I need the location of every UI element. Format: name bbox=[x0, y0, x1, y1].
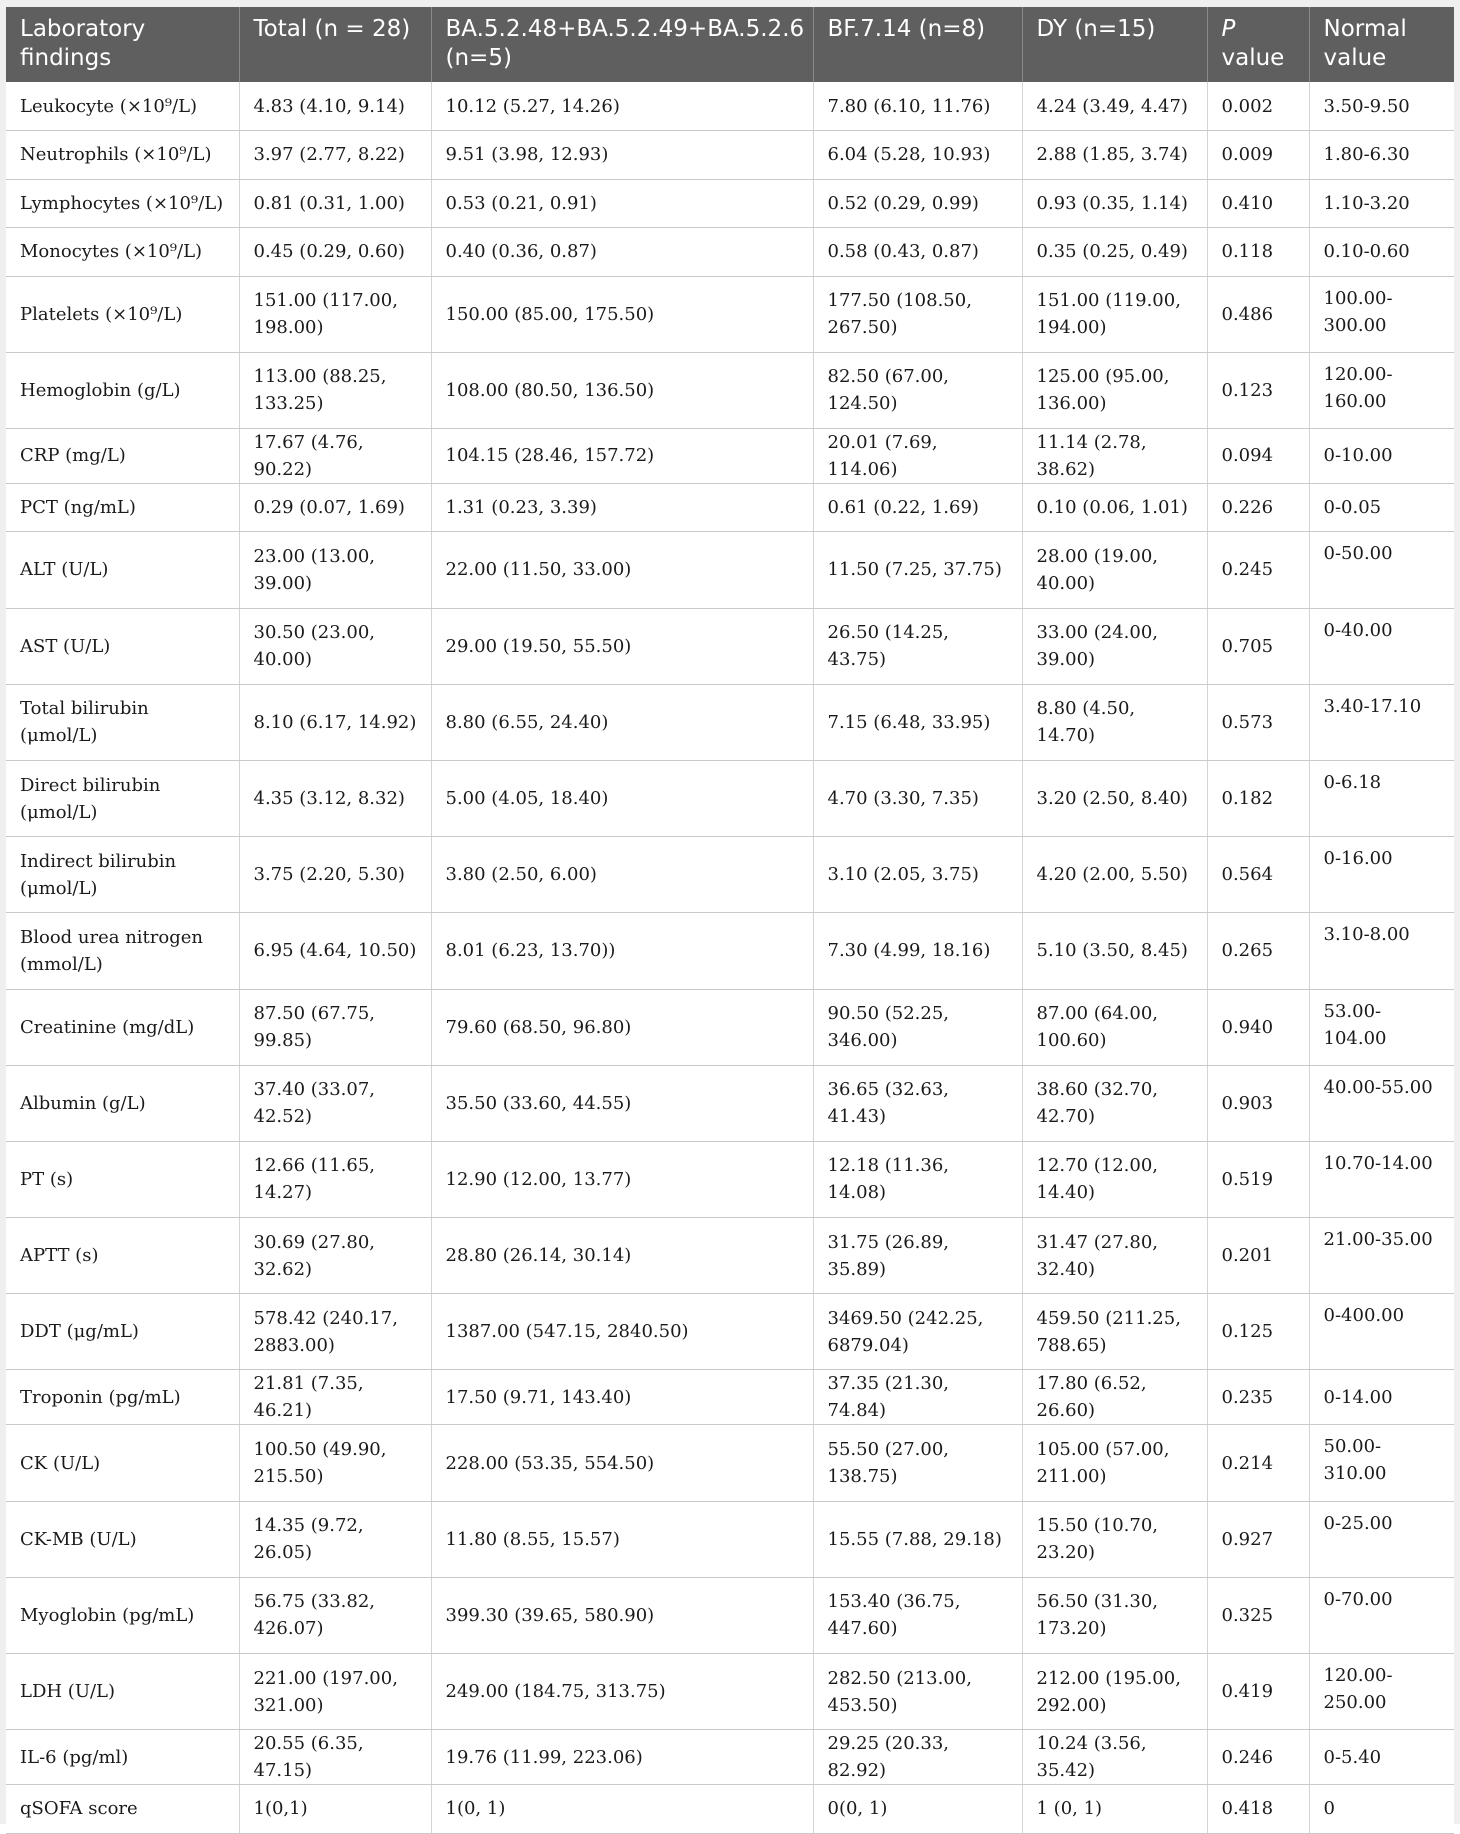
cell-normal-value: 0-14.00 bbox=[1309, 1370, 1454, 1425]
cell-normal-value: 100.00-300.00 bbox=[1309, 276, 1454, 352]
table-header-row bbox=[6, 7, 1454, 82]
cell-total: 87.50 (67.75, 99.85) bbox=[239, 989, 431, 1065]
cell-finding: ALT (U/L) bbox=[6, 532, 239, 608]
table-row bbox=[6, 483, 1454, 532]
cell-p-value: 0.519 bbox=[1207, 1141, 1309, 1217]
cell-normal-value: 0-25.00 bbox=[1309, 1501, 1454, 1577]
cell-total: 12.66 (11.65, 14.27) bbox=[239, 1141, 431, 1217]
cell-finding: Lymphocytes (×10⁹/L) bbox=[6, 179, 239, 228]
table-row bbox=[6, 1654, 1454, 1730]
cell-normal-value: 0.10-0.60 bbox=[1309, 228, 1454, 277]
cell-normal-value: 0 bbox=[1309, 1785, 1454, 1834]
cell-finding: CRP (mg/L) bbox=[6, 428, 239, 483]
cell-p-value: 0.182 bbox=[1207, 760, 1309, 836]
cell-bf7: 4.70 (3.30, 7.35) bbox=[813, 760, 1022, 836]
cell-p-value: 0.214 bbox=[1207, 1425, 1309, 1501]
cell-bf7: 15.55 (7.88, 29.18) bbox=[813, 1501, 1022, 1577]
header-laboratory-findings: Laboratory findings bbox=[6, 7, 239, 82]
cell-bf7: 7.15 (6.48, 33.95) bbox=[813, 684, 1022, 760]
cell-total: 1(0,1) bbox=[239, 1785, 431, 1834]
cell-normal-value: 0-0.05 bbox=[1309, 483, 1454, 532]
cell-normal-value: 3.10-8.00 bbox=[1309, 913, 1454, 989]
cell-dy: 125.00 (95.00, 136.00) bbox=[1022, 352, 1207, 428]
cell-p-value: 0.705 bbox=[1207, 608, 1309, 684]
cell-total: 0.81 (0.31, 1.00) bbox=[239, 179, 431, 228]
cell-finding: PT (s) bbox=[6, 1141, 239, 1217]
cell-normal-value: 0-400.00 bbox=[1309, 1294, 1454, 1370]
cell-bf7: 26.50 (14.25, 43.75) bbox=[813, 608, 1022, 684]
cell-normal-value: 120.00-160.00 bbox=[1309, 352, 1454, 428]
cell-dy: 105.00 (57.00, 211.00) bbox=[1022, 1425, 1207, 1501]
table-row bbox=[6, 276, 1454, 352]
cell-bf7: 20.01 (7.69, 114.06) bbox=[813, 428, 1022, 483]
cell-finding: Myoglobin (pg/mL) bbox=[6, 1577, 239, 1653]
cell-finding: Total bilirubin (μmol/L) bbox=[6, 684, 239, 760]
table-row bbox=[6, 913, 1454, 989]
cell-total: 221.00 (197.00, 321.00) bbox=[239, 1654, 431, 1730]
cell-p-value: 0.940 bbox=[1207, 989, 1309, 1065]
cell-dy: 8.80 (4.50, 14.70) bbox=[1022, 684, 1207, 760]
cell-ba5: 228.00 (53.35, 554.50) bbox=[431, 1425, 813, 1501]
cell-p-value: 0.094 bbox=[1207, 428, 1309, 483]
cell-total: 113.00 (88.25, 133.25) bbox=[239, 352, 431, 428]
cell-total: 6.95 (4.64, 10.50) bbox=[239, 913, 431, 989]
cell-normal-value: 10.70-14.00 bbox=[1309, 1141, 1454, 1217]
cell-total: 23.00 (13.00, 39.00) bbox=[239, 532, 431, 608]
cell-p-value: 0.265 bbox=[1207, 913, 1309, 989]
cell-total: 21.81 (7.35, 46.21) bbox=[239, 1370, 431, 1425]
table-row bbox=[6, 1294, 1454, 1370]
header-dy: DY (n=15) bbox=[1022, 7, 1207, 82]
cell-total: 0.29 (0.07, 1.69) bbox=[239, 483, 431, 532]
cell-ba5: 29.00 (19.50, 55.50) bbox=[431, 608, 813, 684]
cell-total: 20.55 (6.35, 47.15) bbox=[239, 1730, 431, 1785]
cell-normal-value: 1.10-3.20 bbox=[1309, 179, 1454, 228]
table-row bbox=[6, 428, 1454, 483]
cell-total: 0.45 (0.29, 0.60) bbox=[239, 228, 431, 277]
cell-total: 30.50 (23.00, 40.00) bbox=[239, 608, 431, 684]
cell-bf7: 177.50 (108.50, 267.50) bbox=[813, 276, 1022, 352]
cell-dy: 212.00 (195.00, 292.00) bbox=[1022, 1654, 1207, 1730]
cell-ba5: 0.53 (0.21, 0.91) bbox=[431, 179, 813, 228]
cell-finding: PCT (ng/mL) bbox=[6, 483, 239, 532]
cell-total: 17.67 (4.76, 90.22) bbox=[239, 428, 431, 483]
cell-bf7: 153.40 (36.75, 447.60) bbox=[813, 1577, 1022, 1653]
cell-p-value: 0.002 bbox=[1207, 82, 1309, 131]
cell-bf7: 36.65 (32.63, 41.43) bbox=[813, 1065, 1022, 1141]
cell-total: 37.40 (33.07, 42.52) bbox=[239, 1065, 431, 1141]
cell-ba5: 1.31 (0.23, 3.39) bbox=[431, 483, 813, 532]
cell-bf7: 12.18 (11.36, 14.08) bbox=[813, 1141, 1022, 1217]
cell-normal-value: 120.00-250.00 bbox=[1309, 1654, 1454, 1730]
cell-total: 151.00 (117.00, 198.00) bbox=[239, 276, 431, 352]
table-row bbox=[6, 1370, 1454, 1425]
table-row bbox=[6, 1577, 1454, 1653]
cell-dy: 38.60 (32.70, 42.70) bbox=[1022, 1065, 1207, 1141]
cell-ba5: 11.80 (8.55, 15.57) bbox=[431, 1501, 813, 1577]
table-row bbox=[6, 82, 1454, 131]
cell-bf7: 7.80 (6.10, 11.76) bbox=[813, 82, 1022, 131]
cell-dy: 12.70 (12.00, 14.40) bbox=[1022, 1141, 1207, 1217]
cell-finding: Hemoglobin (g/L) bbox=[6, 352, 239, 428]
cell-bf7: 3469.50 (242.25, 6879.04) bbox=[813, 1294, 1022, 1370]
table-row bbox=[6, 989, 1454, 1065]
cell-p-value: 0.419 bbox=[1207, 1654, 1309, 1730]
cell-ba5: 108.00 (80.50, 136.50) bbox=[431, 352, 813, 428]
cell-ba5: 399.30 (39.65, 580.90) bbox=[431, 1577, 813, 1653]
cell-p-value: 0.201 bbox=[1207, 1218, 1309, 1294]
cell-dy: 28.00 (19.00, 40.00) bbox=[1022, 532, 1207, 608]
cell-p-value: 0.245 bbox=[1207, 532, 1309, 608]
cell-finding: APTT (s) bbox=[6, 1218, 239, 1294]
table-row bbox=[6, 179, 1454, 228]
table-row bbox=[6, 228, 1454, 277]
cell-total: 3.97 (2.77, 8.22) bbox=[239, 131, 431, 180]
cell-dy: 5.10 (3.50, 8.45) bbox=[1022, 913, 1207, 989]
cell-p-value: 0.564 bbox=[1207, 837, 1309, 913]
laboratory-findings-table bbox=[6, 7, 1454, 1834]
cell-total: 3.75 (2.20, 5.30) bbox=[239, 837, 431, 913]
header-p-value bbox=[1207, 7, 1309, 82]
cell-total: 14.35 (9.72, 26.05) bbox=[239, 1501, 431, 1577]
cell-bf7: 0.58 (0.43, 0.87) bbox=[813, 228, 1022, 277]
cell-dy: 151.00 (119.00, 194.00) bbox=[1022, 276, 1207, 352]
table-row bbox=[6, 1425, 1454, 1501]
cell-ba5: 79.60 (68.50, 96.80) bbox=[431, 989, 813, 1065]
cell-finding: DDT (μg/mL) bbox=[6, 1294, 239, 1370]
cell-dy: 10.24 (3.56, 35.42) bbox=[1022, 1730, 1207, 1785]
table-row bbox=[6, 532, 1454, 608]
cell-p-value: 0.410 bbox=[1207, 179, 1309, 228]
cell-p-value: 0.118 bbox=[1207, 228, 1309, 277]
table-row bbox=[6, 1730, 1454, 1785]
cell-total: 30.69 (27.80, 32.62) bbox=[239, 1218, 431, 1294]
cell-bf7: 29.25 (20.33, 82.92) bbox=[813, 1730, 1022, 1785]
cell-bf7: 55.50 (27.00, 138.75) bbox=[813, 1425, 1022, 1501]
cell-bf7: 6.04 (5.28, 10.93) bbox=[813, 131, 1022, 180]
cell-ba5: 1(0, 1) bbox=[431, 1785, 813, 1834]
cell-finding: CK-MB (U/L) bbox=[6, 1501, 239, 1577]
cell-ba5: 104.15 (28.46, 157.72) bbox=[431, 428, 813, 483]
cell-normal-value: 0-50.00 bbox=[1309, 532, 1454, 608]
cell-normal-value: 3.50-9.50 bbox=[1309, 82, 1454, 131]
cell-normal-value: 3.40-17.10 bbox=[1309, 684, 1454, 760]
cell-ba5: 9.51 (3.98, 12.93) bbox=[431, 131, 813, 180]
cell-ba5: 22.00 (11.50, 33.00) bbox=[431, 532, 813, 608]
cell-normal-value: 0-16.00 bbox=[1309, 837, 1454, 913]
table-row bbox=[6, 1065, 1454, 1141]
cell-ba5: 5.00 (4.05, 18.40) bbox=[431, 760, 813, 836]
cell-p-value: 0.009 bbox=[1207, 131, 1309, 180]
cell-normal-value: 53.00-104.00 bbox=[1309, 989, 1454, 1065]
cell-ba5: 249.00 (184.75, 313.75) bbox=[431, 1654, 813, 1730]
table-row bbox=[6, 1218, 1454, 1294]
cell-bf7: 3.10 (2.05, 3.75) bbox=[813, 837, 1022, 913]
cell-normal-value: 50.00-310.00 bbox=[1309, 1425, 1454, 1501]
cell-finding: LDH (U/L) bbox=[6, 1654, 239, 1730]
cell-normal-value: 0-6.18 bbox=[1309, 760, 1454, 836]
header-normal-value: Normal value bbox=[1309, 7, 1454, 82]
cell-p-value: 0.235 bbox=[1207, 1370, 1309, 1425]
cell-p-value: 0.418 bbox=[1207, 1785, 1309, 1834]
table-row bbox=[6, 131, 1454, 180]
cell-ba5: 8.01 (6.23, 13.70)) bbox=[431, 913, 813, 989]
cell-finding: Monocytes (×10⁹/L) bbox=[6, 228, 239, 277]
table-row bbox=[6, 352, 1454, 428]
cell-dy: 17.80 (6.52, 26.60) bbox=[1022, 1370, 1207, 1425]
cell-ba5: 28.80 (26.14, 30.14) bbox=[431, 1218, 813, 1294]
cell-total: 4.83 (4.10, 9.14) bbox=[239, 82, 431, 131]
cell-bf7: 282.50 (213.00, 453.50) bbox=[813, 1654, 1022, 1730]
cell-total: 56.75 (33.82, 426.07) bbox=[239, 1577, 431, 1653]
cell-ba5: 35.50 (33.60, 44.55) bbox=[431, 1065, 813, 1141]
cell-finding: qSOFA score bbox=[6, 1785, 239, 1834]
table-row bbox=[6, 837, 1454, 913]
cell-bf7: 0.61 (0.22, 1.69) bbox=[813, 483, 1022, 532]
cell-dy: 3.20 (2.50, 8.40) bbox=[1022, 760, 1207, 836]
cell-p-value: 0.903 bbox=[1207, 1065, 1309, 1141]
cell-dy: 87.00 (64.00, 100.60) bbox=[1022, 989, 1207, 1065]
cell-p-value: 0.246 bbox=[1207, 1730, 1309, 1785]
cell-ba5: 150.00 (85.00, 175.50) bbox=[431, 276, 813, 352]
cell-ba5: 19.76 (11.99, 223.06) bbox=[431, 1730, 813, 1785]
cell-dy: 459.50 (211.25, 788.65) bbox=[1022, 1294, 1207, 1370]
table-row bbox=[6, 1141, 1454, 1217]
cell-normal-value: 0-70.00 bbox=[1309, 1577, 1454, 1653]
cell-p-value: 0.573 bbox=[1207, 684, 1309, 760]
cell-dy: 4.20 (2.00, 5.50) bbox=[1022, 837, 1207, 913]
cell-p-value: 0.123 bbox=[1207, 352, 1309, 428]
cell-dy: 33.00 (24.00, 39.00) bbox=[1022, 608, 1207, 684]
cell-ba5: 10.12 (5.27, 14.26) bbox=[431, 82, 813, 131]
cell-p-value: 0.486 bbox=[1207, 276, 1309, 352]
cell-normal-value: 0-10.00 bbox=[1309, 428, 1454, 483]
cell-p-value: 0.325 bbox=[1207, 1577, 1309, 1653]
cell-dy: 4.24 (3.49, 4.47) bbox=[1022, 82, 1207, 131]
cell-p-value: 0.125 bbox=[1207, 1294, 1309, 1370]
cell-normal-value: 1.80-6.30 bbox=[1309, 131, 1454, 180]
cell-bf7: 11.50 (7.25, 37.75) bbox=[813, 532, 1022, 608]
cell-dy: 1 (0, 1) bbox=[1022, 1785, 1207, 1834]
table-row bbox=[6, 608, 1454, 684]
cell-finding: Leukocyte (×10⁹/L) bbox=[6, 82, 239, 131]
cell-finding: Blood urea nitrogen (mmol/L) bbox=[6, 913, 239, 989]
cell-ba5: 17.50 (9.71, 143.40) bbox=[431, 1370, 813, 1425]
cell-finding: IL-6 (pg/ml) bbox=[6, 1730, 239, 1785]
cell-ba5: 8.80 (6.55, 24.40) bbox=[431, 684, 813, 760]
header-bf7: BF.7.14 (n=8) bbox=[813, 7, 1022, 82]
cell-finding: Indirect bilirubin (μmol/L) bbox=[6, 837, 239, 913]
cell-total: 8.10 (6.17, 14.92) bbox=[239, 684, 431, 760]
cell-bf7: 82.50 (67.00, 124.50) bbox=[813, 352, 1022, 428]
cell-dy: 56.50 (31.30, 173.20) bbox=[1022, 1577, 1207, 1653]
cell-dy: 0.35 (0.25, 0.49) bbox=[1022, 228, 1207, 277]
cell-normal-value: 0-40.00 bbox=[1309, 608, 1454, 684]
cell-dy: 0.10 (0.06, 1.01) bbox=[1022, 483, 1207, 532]
cell-finding: AST (U/L) bbox=[6, 608, 239, 684]
cell-p-value: 0.226 bbox=[1207, 483, 1309, 532]
table-row bbox=[6, 1501, 1454, 1577]
header-total: Total (n = 28) bbox=[239, 7, 431, 82]
cell-total: 578.42 (240.17, 2883.00) bbox=[239, 1294, 431, 1370]
cell-finding: Platelets (×10⁹/L) bbox=[6, 276, 239, 352]
cell-dy: 11.14 (2.78, 38.62) bbox=[1022, 428, 1207, 483]
cell-finding: Neutrophils (×10⁹/L) bbox=[6, 131, 239, 180]
cell-normal-value: 21.00-35.00 bbox=[1309, 1218, 1454, 1294]
cell-bf7: 0.52 (0.29, 0.99) bbox=[813, 179, 1022, 228]
cell-finding: Direct bilirubin (μmol/L) bbox=[6, 760, 239, 836]
cell-bf7: 37.35 (21.30, 74.84) bbox=[813, 1370, 1022, 1425]
cell-p-value: 0.927 bbox=[1207, 1501, 1309, 1577]
header-p-italic: P bbox=[1221, 16, 1236, 42]
cell-dy: 2.88 (1.85, 3.74) bbox=[1022, 131, 1207, 180]
table-row bbox=[6, 1785, 1454, 1834]
cell-finding: Troponin (pg/mL) bbox=[6, 1370, 239, 1425]
header-p-rest: value bbox=[1221, 45, 1285, 71]
cell-total: 4.35 (3.12, 8.32) bbox=[239, 760, 431, 836]
table-row bbox=[6, 684, 1454, 760]
cell-bf7: 0(0, 1) bbox=[813, 1785, 1022, 1834]
cell-finding: Creatinine (mg/dL) bbox=[6, 989, 239, 1065]
cell-ba5: 0.40 (0.36, 0.87) bbox=[431, 228, 813, 277]
cell-total: 100.50 (49.90, 215.50) bbox=[239, 1425, 431, 1501]
cell-ba5: 3.80 (2.50, 6.00) bbox=[431, 837, 813, 913]
cell-dy: 0.93 (0.35, 1.14) bbox=[1022, 179, 1207, 228]
cell-bf7: 90.50 (52.25, 346.00) bbox=[813, 989, 1022, 1065]
cell-normal-value: 40.00-55.00 bbox=[1309, 1065, 1454, 1141]
cell-bf7: 31.75 (26.89, 35.89) bbox=[813, 1218, 1022, 1294]
cell-normal-value: 0-5.40 bbox=[1309, 1730, 1454, 1785]
cell-ba5: 12.90 (12.00, 13.77) bbox=[431, 1141, 813, 1217]
table-row bbox=[6, 760, 1454, 836]
cell-finding: Albumin (g/L) bbox=[6, 1065, 239, 1141]
cell-bf7: 7.30 (4.99, 18.16) bbox=[813, 913, 1022, 989]
cell-ba5: 1387.00 (547.15, 2840.50) bbox=[431, 1294, 813, 1370]
cell-dy: 31.47 (27.80, 32.40) bbox=[1022, 1218, 1207, 1294]
cell-finding: CK (U/L) bbox=[6, 1425, 239, 1501]
header-ba5: BA.5.2.48+BA.5.2.49+BA.5.2.6 (n=5) bbox=[431, 7, 813, 82]
cell-dy: 15.50 (10.70, 23.20) bbox=[1022, 1501, 1207, 1577]
